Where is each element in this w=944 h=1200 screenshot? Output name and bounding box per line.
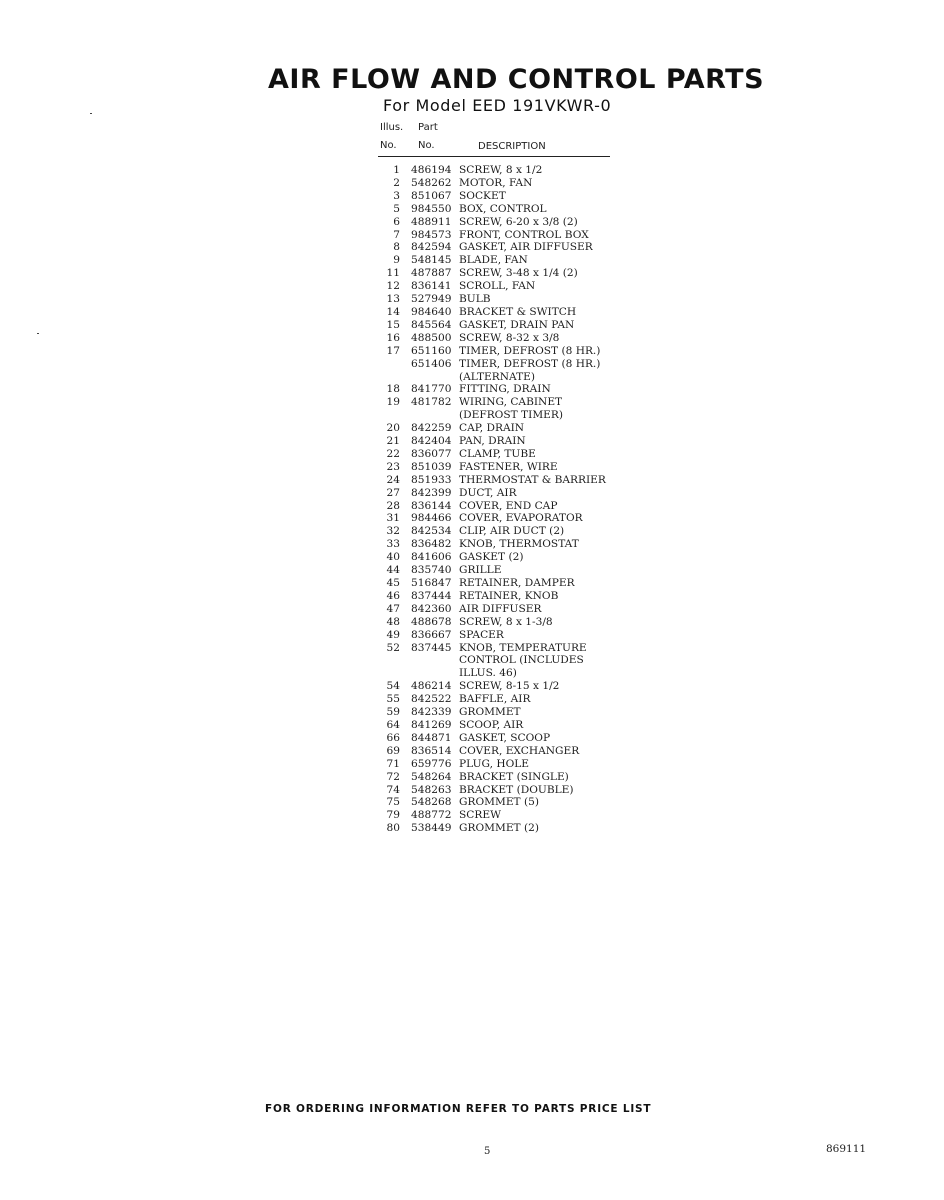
illus-number: 9: [393, 254, 400, 267]
parts-row: [374, 164, 634, 177]
parts-list: [374, 164, 634, 835]
illus-number: 18: [386, 383, 400, 396]
parts-row: [374, 319, 634, 332]
part-number: 842339: [411, 706, 452, 719]
illus-number: 27: [386, 486, 400, 499]
parts-row: [374, 461, 634, 474]
illus-number: 44: [386, 564, 400, 577]
parts-row: [374, 719, 634, 732]
part-number: 548262: [411, 176, 452, 189]
part-number: 548268: [411, 796, 452, 809]
parts-row: [374, 267, 634, 280]
parts-row: [374, 241, 634, 254]
illus-number: 72: [386, 770, 400, 783]
illus-number: 69: [386, 744, 400, 757]
parts-row: [374, 822, 634, 835]
part-number: [400, 654, 459, 667]
parts-row: [374, 229, 634, 242]
part-number: 488772: [411, 809, 452, 822]
illus-number: 33: [386, 538, 400, 551]
part-description: SCREW, 8 x 1-3/8: [459, 615, 553, 628]
part-number: 836514: [411, 744, 452, 757]
part-number: 659776: [411, 757, 452, 770]
part-number: 486214: [411, 680, 452, 693]
part-description: GASKET, DRAIN PAN: [459, 318, 575, 331]
part-number: 516847: [411, 577, 452, 589]
illus-number: 28: [386, 499, 400, 512]
part-number: 841606: [411, 551, 452, 564]
illus-number: 46: [386, 589, 400, 602]
part-number: 488911: [411, 215, 452, 228]
column-header-part: Part: [418, 122, 438, 133]
part-description: PAN, DRAIN: [459, 435, 526, 448]
parts-row: [374, 654, 634, 667]
scan-speck: [90, 113, 92, 114]
parts-row: [374, 667, 634, 680]
illus-number: 17: [386, 344, 400, 357]
part-number: 488500: [411, 331, 452, 344]
parts-row: [374, 409, 634, 422]
part-number: 481782: [411, 396, 452, 409]
part-number: 841269: [411, 718, 452, 731]
illus-number: 40: [386, 551, 400, 564]
illus-number: 23: [386, 460, 400, 473]
part-description: CAP, DRAIN: [459, 422, 525, 435]
part-number: 984640: [411, 305, 452, 318]
parts-row: [374, 371, 634, 384]
ordering-note: FOR ORDERING INFORMATION REFER TO PARTS PRICE LIST: [265, 1103, 652, 1115]
part-description: BAFFLE, AIR: [459, 693, 531, 706]
part-number: [400, 371, 459, 384]
part-description: BRACKET (SINGLE): [459, 770, 569, 783]
parts-row: [374, 254, 634, 267]
parts-row: [374, 280, 634, 293]
illus-number: 2: [393, 176, 400, 189]
part-description: GROMMET (2): [459, 822, 539, 835]
part-number: 837444: [411, 589, 452, 602]
illus-number: 19: [386, 396, 400, 409]
part-number: 651406: [411, 357, 452, 370]
illus-number: 16: [386, 331, 400, 344]
part-description: BRACKET (DOUBLE): [459, 783, 574, 796]
part-number: 851933: [411, 473, 452, 486]
parts-row: [374, 551, 634, 564]
part-description: GROMMET (5): [459, 796, 539, 809]
parts-row: [374, 190, 634, 203]
illus-number: 49: [386, 628, 400, 641]
part-description: DUCT, AIR: [459, 486, 517, 499]
illus-number: 55: [386, 693, 400, 706]
part-description: WIRING, CABINET: [459, 396, 563, 409]
illus-number: 12: [386, 280, 400, 293]
parts-row: [374, 590, 634, 603]
part-number: 548264: [411, 770, 452, 783]
parts-row: [374, 732, 634, 745]
part-description: SPACER: [459, 628, 504, 641]
illus-number: 79: [386, 809, 400, 822]
part-description: GASKET (2): [459, 551, 524, 564]
part-number: 488678: [411, 615, 452, 628]
parts-row: [374, 422, 634, 435]
illus-number: 1: [393, 164, 400, 176]
illus-number: 14: [386, 305, 400, 318]
page-number: 5: [484, 1146, 491, 1157]
part-description: FASTENER, WIRE: [459, 460, 558, 473]
part-number: 984466: [411, 512, 452, 525]
parts-row: [374, 642, 634, 655]
parts-row: [374, 538, 634, 551]
part-description: SCREW, 3-48 x 1/4 (2): [459, 267, 578, 280]
part-number: 841770: [411, 383, 452, 396]
illus-number: 64: [386, 718, 400, 731]
illus-number: 20: [386, 422, 400, 435]
part-number: 486194: [411, 164, 452, 176]
part-number: 548145: [411, 254, 452, 267]
part-description: SCROLL, FAN: [459, 280, 536, 293]
parts-row: [374, 706, 634, 719]
parts-row: [374, 512, 634, 525]
illus-number: 45: [386, 577, 400, 589]
illus-number: 48: [386, 615, 400, 628]
parts-row: [374, 474, 634, 487]
part-description: (DEFROST TIMER): [459, 409, 564, 422]
parts-row: [374, 345, 634, 358]
part-description: KNOB, TEMPERATURE: [459, 641, 587, 654]
parts-row: [374, 616, 634, 629]
part-number: 837445: [411, 641, 452, 654]
model-subtitle: For Model EED 191VKWR-0: [383, 96, 612, 115]
illus-number: 6: [393, 215, 400, 228]
illus-number: 47: [386, 602, 400, 615]
part-description: FITTING, DRAIN: [459, 383, 551, 396]
parts-row: [374, 758, 634, 771]
part-description: BOX, CONTROL: [459, 202, 547, 215]
part-description: COVER, EXCHANGER: [459, 744, 580, 757]
part-description: RETAINER, KNOB: [459, 589, 559, 602]
part-description: ILLUS. 46): [459, 667, 517, 680]
part-description: TIMER, DEFROST (8 HR.): [459, 357, 601, 370]
parts-row: [374, 435, 634, 448]
part-number: 842399: [411, 486, 452, 499]
part-description: RETAINER, DAMPER: [459, 577, 575, 589]
part-number: 538449: [411, 822, 452, 835]
column-header-part-no: No.: [418, 140, 435, 151]
part-number: 836667: [411, 628, 452, 641]
illus-number: 75: [386, 796, 400, 809]
parts-row: [374, 332, 634, 345]
illus-number: 71: [386, 757, 400, 770]
part-number: 984550: [411, 202, 452, 215]
illus-number: 7: [393, 228, 400, 241]
part-number: 836141: [411, 280, 452, 293]
column-header-illus: Illus.: [380, 122, 404, 133]
parts-row: [374, 629, 634, 642]
illus-number: 59: [386, 706, 400, 719]
illus-number: 66: [386, 731, 400, 744]
part-description: MOTOR, FAN: [459, 176, 533, 189]
part-number: 548263: [411, 783, 452, 796]
parts-row: [374, 293, 634, 306]
parts-row: [374, 577, 634, 590]
part-number: 851039: [411, 460, 452, 473]
part-description: SCREW, 8-32 x 3/8: [459, 331, 560, 344]
part-description: SCREW, 8 x 1/2: [459, 164, 543, 176]
parts-row: [374, 809, 634, 822]
part-description: FRONT, CONTROL BOX: [459, 228, 589, 241]
parts-row: [374, 771, 634, 784]
part-description: GROMMET: [459, 706, 521, 719]
part-description: (ALTERNATE): [459, 370, 536, 383]
part-description: TIMER, DEFROST (8 HR.): [459, 344, 601, 357]
illus-number: 3: [393, 189, 400, 202]
parts-row: [374, 383, 634, 396]
page-title: AIR FLOW AND CONTROL PARTS: [268, 64, 765, 95]
column-header-description: DESCRIPTION: [478, 141, 546, 152]
part-number: 527949: [411, 293, 452, 306]
illus-number: 5: [393, 202, 400, 215]
part-number: 845564: [411, 318, 452, 331]
part-description: AIR DIFFUSER: [459, 602, 542, 615]
part-description: SCREW, 6-20 x 3/8 (2): [459, 215, 578, 228]
parts-row: [374, 177, 634, 190]
part-description: THERMOSTAT & BARRIER: [459, 473, 606, 486]
part-number: [400, 667, 459, 680]
part-number: 487887: [411, 267, 452, 280]
part-number: 842534: [411, 525, 452, 538]
parts-row: [374, 693, 634, 706]
part-number: 842259: [411, 422, 452, 435]
parts-row: [374, 796, 634, 809]
part-description: CLIP, AIR DUCT (2): [459, 525, 565, 538]
illus-number: 74: [386, 783, 400, 796]
document-number: 869111: [826, 1143, 867, 1155]
illus-number: 80: [386, 822, 400, 835]
parts-row: [374, 203, 634, 216]
part-description: BULB: [459, 293, 491, 306]
illus-number: 11: [386, 267, 400, 280]
part-number: 842360: [411, 602, 452, 615]
part-description: GASKET, AIR DIFFUSER: [459, 241, 593, 254]
illus-number: 24: [386, 473, 400, 486]
parts-row: [374, 216, 634, 229]
illus-number: 15: [386, 318, 400, 331]
column-header-illus-no: No.: [380, 140, 397, 151]
illus-number: 54: [386, 680, 400, 693]
part-description: BRACKET & SWITCH: [459, 305, 577, 318]
illus-number: 22: [386, 447, 400, 460]
header-rule: [378, 156, 610, 157]
part-description: SCOOP, AIR: [459, 718, 524, 731]
parts-row: [374, 784, 634, 797]
illus-number: 52: [386, 641, 400, 654]
part-number: 835740: [411, 564, 452, 577]
parts-row: [374, 525, 634, 538]
parts-row: [374, 603, 634, 616]
parts-row: [374, 487, 634, 500]
part-number: 844871: [411, 731, 452, 744]
part-description: CLAMP, TUBE: [459, 447, 536, 460]
part-description: COVER, EVAPORATOR: [459, 512, 583, 525]
illus-number: 13: [386, 293, 400, 306]
part-description: COVER, END CAP: [459, 499, 558, 512]
part-number: 836077: [411, 447, 452, 460]
parts-row: [374, 448, 634, 461]
part-number: 651160: [411, 344, 452, 357]
part-description: PLUG, HOLE: [459, 757, 530, 770]
illus-number: 31: [386, 512, 400, 525]
part-number: 836144: [411, 499, 452, 512]
illus-number: 8: [393, 241, 400, 254]
part-description: CONTROL (INCLUDES: [459, 654, 584, 667]
scan-speck: [37, 333, 39, 334]
part-number: 851067: [411, 189, 452, 202]
part-description: GRILLE: [459, 564, 502, 577]
part-number: 842404: [411, 435, 452, 448]
illus-number: 21: [386, 435, 400, 448]
parts-row: [374, 680, 634, 693]
part-number: 836482: [411, 538, 452, 551]
parts-row: [374, 396, 634, 409]
part-description: KNOB, THERMOSTAT: [459, 538, 579, 551]
part-description: SCREW, 8-15 x 1/2: [459, 680, 560, 693]
parts-row: [374, 306, 634, 319]
part-description: GASKET, SCOOP: [459, 731, 551, 744]
part-number: [400, 409, 459, 422]
parts-row: [374, 745, 634, 758]
parts-row: [374, 358, 634, 371]
part-description: BLADE, FAN: [459, 254, 528, 267]
part-number: 842522: [411, 693, 452, 706]
parts-row: [374, 500, 634, 513]
part-description: SOCKET: [459, 189, 506, 202]
illus-number: 32: [386, 525, 400, 538]
parts-row: [374, 564, 634, 577]
part-description: SCREW: [459, 809, 501, 822]
part-number: 842594: [411, 241, 452, 254]
part-number: 984573: [411, 228, 452, 241]
